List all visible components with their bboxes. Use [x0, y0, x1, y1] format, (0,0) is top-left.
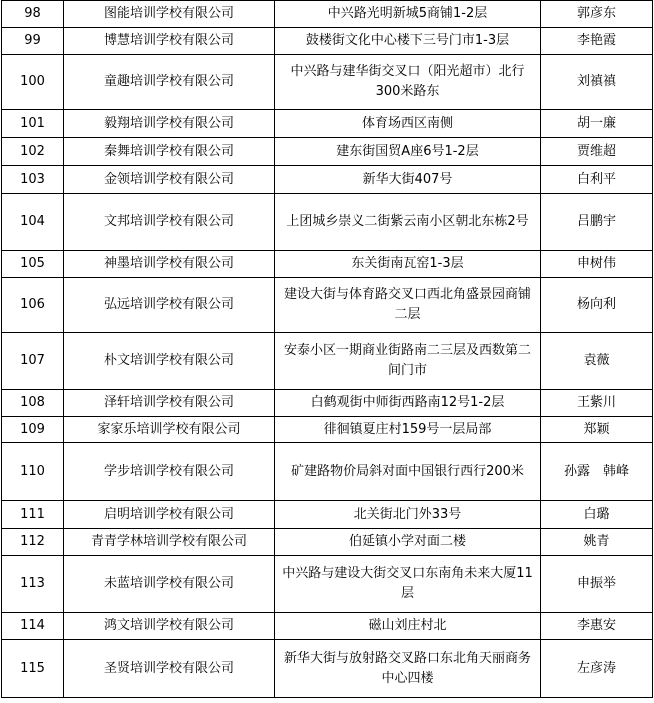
school-name: 家家乐培训学校有限公司 [64, 417, 275, 443]
table-row [2, 529, 653, 556]
table-row [2, 166, 653, 194]
row-number: 115 [2, 640, 64, 698]
table-row [2, 28, 653, 55]
school-name: 童趣培训学校有限公司 [64, 55, 275, 110]
school-address: 上团城乡崇义二街紫云南小区朝北东栋2号 [275, 194, 541, 251]
contact-person: 贾维超 [541, 138, 653, 166]
row-number: 100 [2, 55, 64, 110]
row-number: 103 [2, 166, 64, 194]
table-row [2, 333, 653, 390]
school-address: 北关街北门外33号 [275, 501, 541, 529]
school-address: 白鹤观街中师街西路南12号1-2层 [275, 390, 541, 417]
school-name: 未蓝培训学校有限公司 [64, 556, 275, 613]
row-number: 105 [2, 251, 64, 278]
table-row [2, 110, 653, 138]
table-row [2, 417, 653, 443]
table-row [2, 55, 653, 110]
school-name: 弘远培训学校有限公司 [64, 278, 275, 333]
school-name: 学步培训学校有限公司 [64, 443, 275, 501]
contact-person: 刘禛禛 [541, 55, 653, 110]
row-number: 112 [2, 529, 64, 556]
school-address: 安泰小区一期商业街路南二三层及西数第二间门市 [275, 333, 541, 390]
school-address: 体育场西区南侧 [275, 110, 541, 138]
school-name: 金领培训学校有限公司 [64, 166, 275, 194]
school-address: 磁山刘庄村北 [275, 613, 541, 640]
school-address: 中兴路光明新城5商铺1-2层 [275, 1, 541, 28]
contact-person: 郑颖 [541, 417, 653, 443]
row-number: 99 [2, 28, 64, 55]
school-address: 中兴路与建华街交叉口（阳光超市）北行300米路东 [275, 55, 541, 110]
school-address: 新华大街与放射路交叉路口东北角天丽商务中心四楼 [275, 640, 541, 698]
school-address: 东关街南瓦窑1-3层 [275, 251, 541, 278]
table-row [2, 194, 653, 251]
school-address: 建东街国贸A座6号1-2层 [275, 138, 541, 166]
table-row [2, 390, 653, 417]
school-name: 启明培训学校有限公司 [64, 501, 275, 529]
contact-person: 李艳霞 [541, 28, 653, 55]
table-row [2, 501, 653, 529]
school-name: 图能培训学校有限公司 [64, 1, 275, 28]
row-number: 101 [2, 110, 64, 138]
school-name: 朴文培训学校有限公司 [64, 333, 275, 390]
school-address: 中兴路与建设大街交叉口东南角未来大厦11层 [275, 556, 541, 613]
contact-person: 李惠安 [541, 613, 653, 640]
contact-person: 左彦涛 [541, 640, 653, 698]
school-address: 新华大街407号 [275, 166, 541, 194]
contact-person: 申树伟 [541, 251, 653, 278]
contact-person: 吕鹏宇 [541, 194, 653, 251]
contact-person: 白璐 [541, 501, 653, 529]
school-name: 毅翔培训学校有限公司 [64, 110, 275, 138]
school-name: 青青学林培训学校有限公司 [64, 529, 275, 556]
school-address: 建设大街与体育路交叉口西北角盛景园商铺二层 [275, 278, 541, 333]
school-name: 鸿文培训学校有限公司 [64, 613, 275, 640]
table-row [2, 138, 653, 166]
contact-person: 孙露 韩峰 [541, 443, 653, 501]
table-row [2, 640, 653, 698]
row-number: 107 [2, 333, 64, 390]
row-number: 110 [2, 443, 64, 501]
row-number: 102 [2, 138, 64, 166]
school-address: 鼓楼街文化中心楼下三号门市1-3层 [275, 28, 541, 55]
contact-person: 袁薇 [541, 333, 653, 390]
school-name: 泽轩培训学校有限公司 [64, 390, 275, 417]
row-number: 98 [2, 1, 64, 28]
school-table [1, 0, 653, 698]
contact-person: 郭彦东 [541, 1, 653, 28]
table-row [2, 251, 653, 278]
contact-person: 白利平 [541, 166, 653, 194]
table-row [2, 1, 653, 28]
table-row [2, 278, 653, 333]
row-number: 109 [2, 417, 64, 443]
row-number: 106 [2, 278, 64, 333]
row-number: 114 [2, 613, 64, 640]
table-row [2, 613, 653, 640]
contact-person: 杨向利 [541, 278, 653, 333]
school-name: 文邦培训学校有限公司 [64, 194, 275, 251]
row-number: 108 [2, 390, 64, 417]
school-address: 伯延镇小学对面二楼 [275, 529, 541, 556]
row-number: 113 [2, 556, 64, 613]
school-name: 神墨培训学校有限公司 [64, 251, 275, 278]
school-address: 徘徊镇夏庄村159号一层局部 [275, 417, 541, 443]
school-name: 秦舞培训学校有限公司 [64, 138, 275, 166]
contact-person: 申振举 [541, 556, 653, 613]
contact-person: 姚青 [541, 529, 653, 556]
school-address: 矿建路物价局斜对面中国银行西行200米 [275, 443, 541, 501]
school-name: 博慧培训学校有限公司 [64, 28, 275, 55]
table-row [2, 443, 653, 501]
row-number: 111 [2, 501, 64, 529]
table-row [2, 556, 653, 613]
row-number: 104 [2, 194, 64, 251]
contact-person: 胡一廉 [541, 110, 653, 138]
school-name: 圣贤培训学校有限公司 [64, 640, 275, 698]
contact-person: 王紫川 [541, 390, 653, 417]
